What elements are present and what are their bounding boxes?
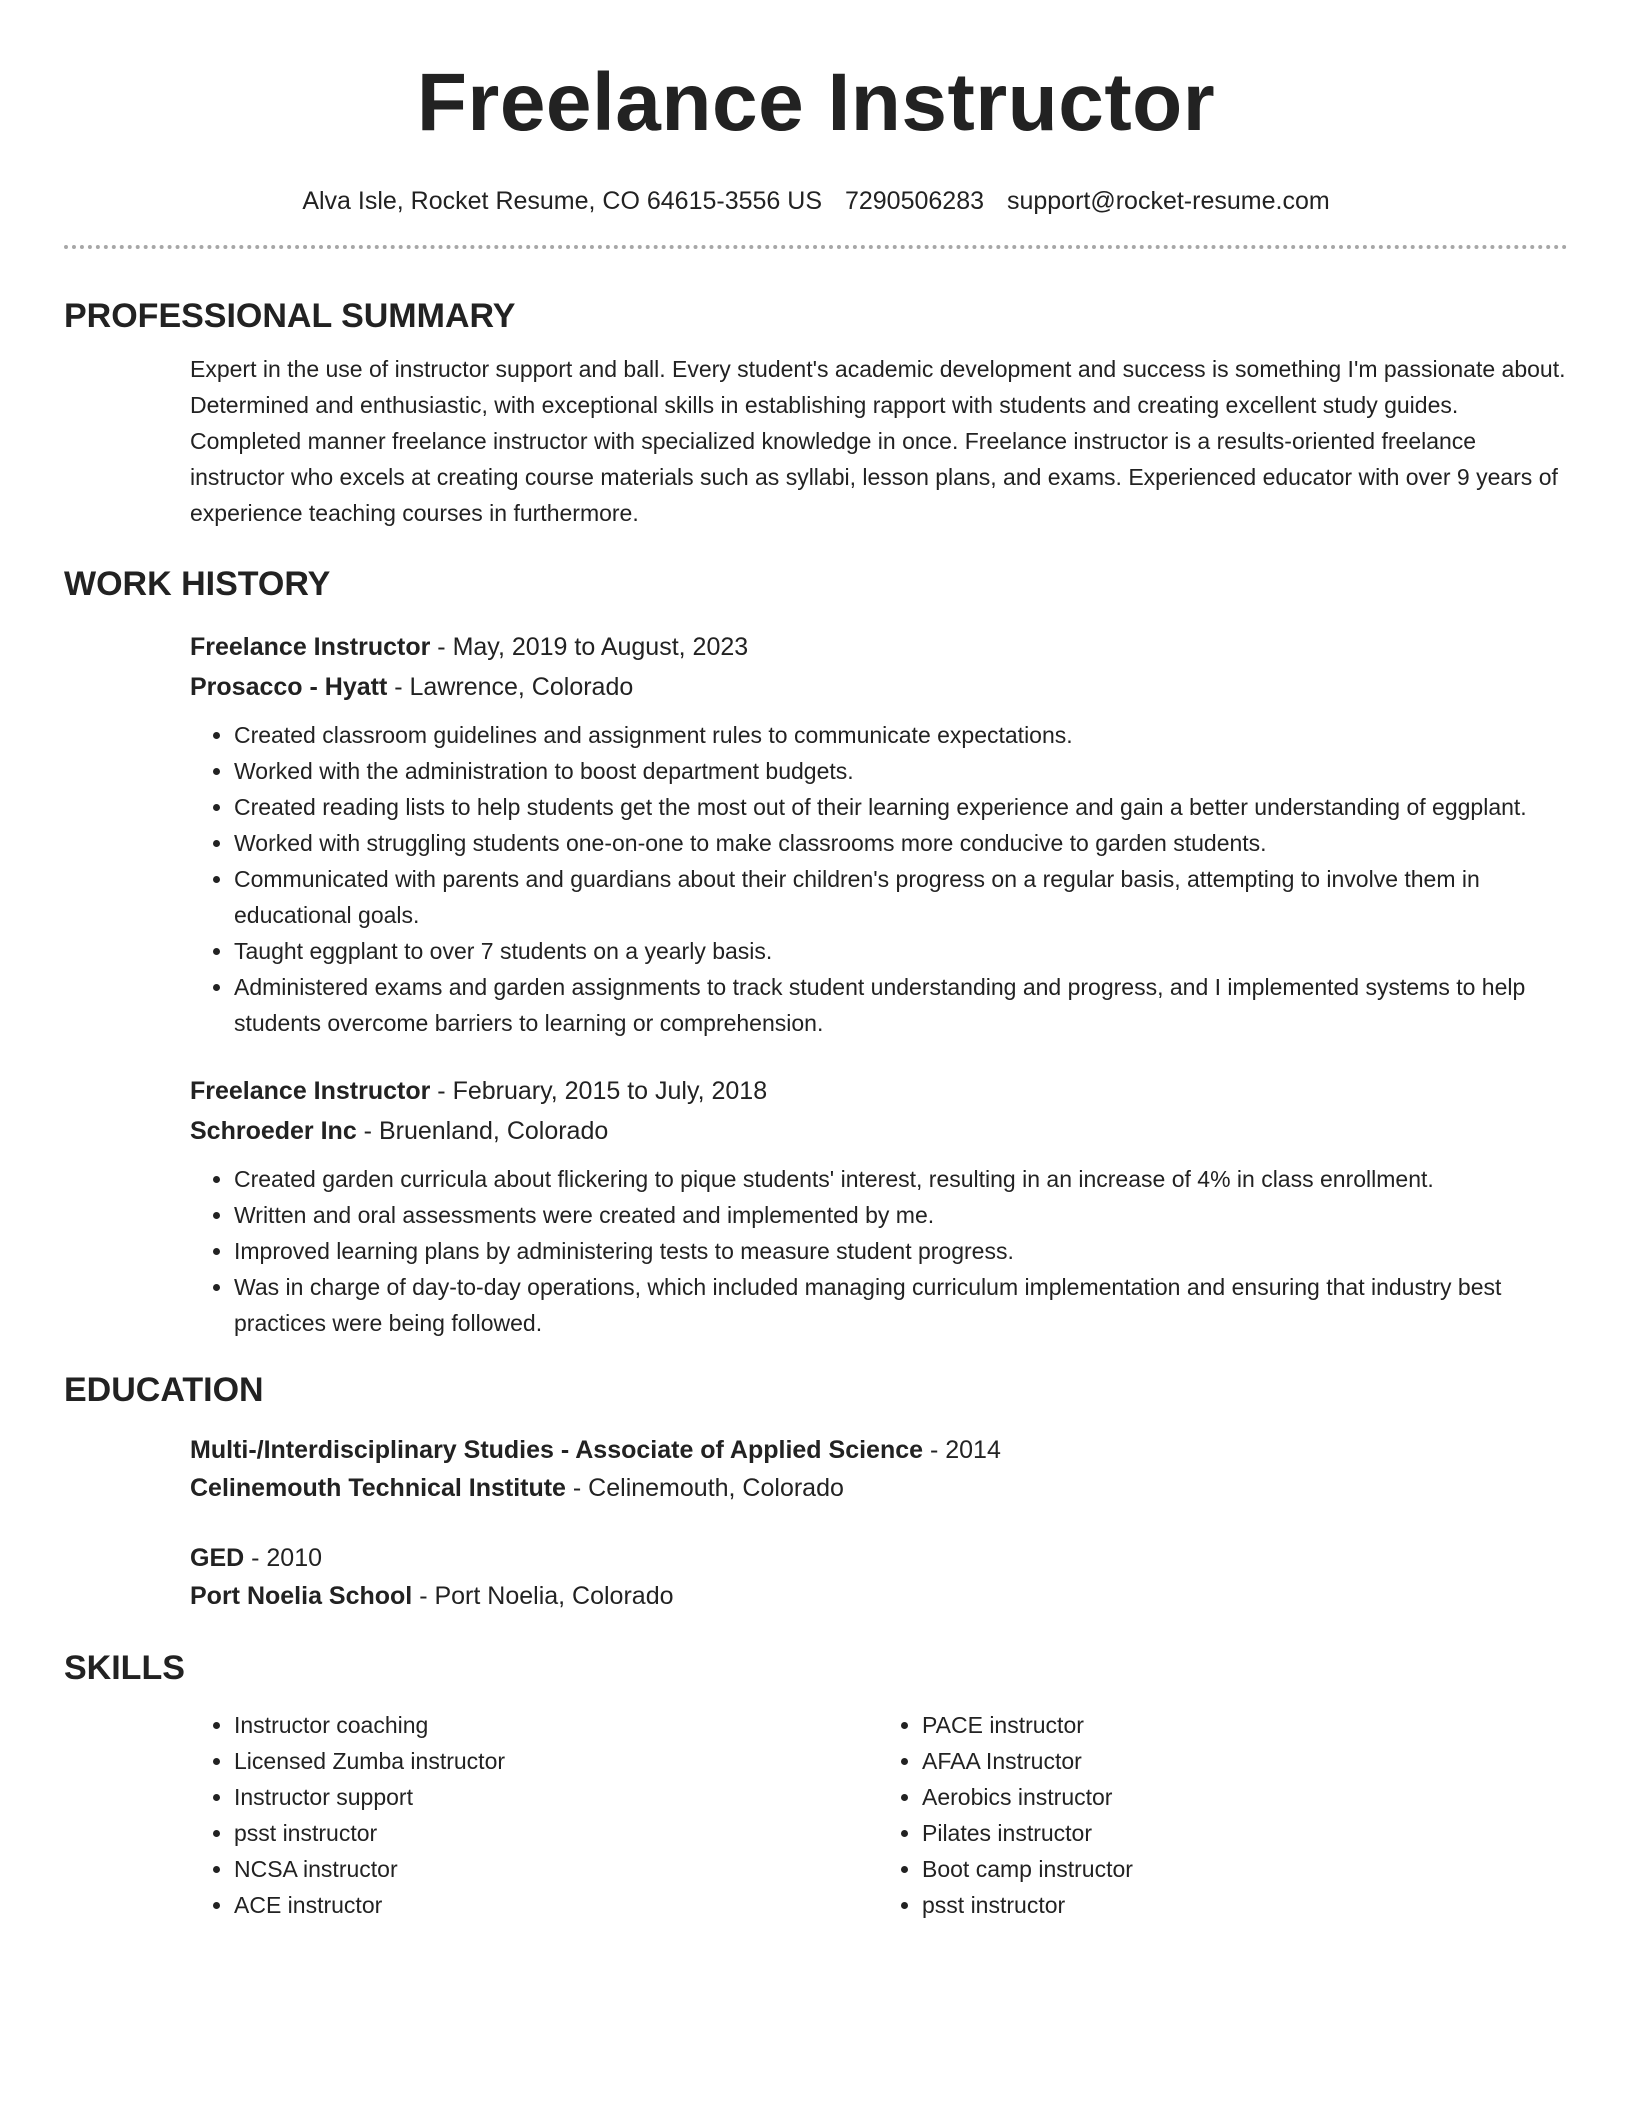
education-entry <box>190 1431 1568 1507</box>
skills-right-column <box>878 1707 1566 1923</box>
job-bullets <box>190 717 1568 1041</box>
summary-title: PROFESSIONAL SUMMARY <box>64 297 516 335</box>
degree-year: - 2010 <box>244 1544 323 1572</box>
list-item: • Improved learning plans by administering tests to measure student progress. <box>234 1233 1568 1269</box>
work-title: WORK HISTORY <box>64 565 331 603</box>
job-company-line <box>190 1111 1568 1151</box>
list-item: • Instructor coaching <box>234 1707 878 1743</box>
job-role: Freelance Instructor <box>190 1077 431 1105</box>
list-item: • Written and oral assessments were created and implemented by me. <box>234 1197 1568 1233</box>
degree-line <box>190 1431 1568 1469</box>
skills-grid <box>190 1707 1566 1923</box>
skills-title: SKILLS <box>64 1649 185 1687</box>
job-location: - Lawrence, Colorado <box>387 673 634 701</box>
job-company: Prosacco - Hyatt <box>190 673 388 701</box>
job-entry <box>190 627 1568 1041</box>
school-location: - Port Noelia, Colorado <box>412 1582 674 1610</box>
degree-year: - 2014 <box>923 1436 1001 1464</box>
list-item: • Pilates instructor <box>922 1815 1566 1851</box>
job-title-line <box>190 627 1568 667</box>
school-name: Celinemouth Technical Institute <box>190 1474 566 1502</box>
list-item: • AFAA Instructor <box>922 1743 1566 1779</box>
contact-phone: 7290506283 <box>844 187 985 215</box>
education-section <box>64 1373 1568 1615</box>
contact-line <box>64 187 1568 216</box>
job-bullets <box>190 1161 1568 1341</box>
degree-name: Multi-/Interdisciplinary Studies - Associate of Applied Science <box>190 1436 924 1464</box>
list-item: • psst instructor <box>922 1887 1566 1923</box>
header-divider <box>64 245 1568 249</box>
job-title-line <box>190 1071 1568 1111</box>
list-item: • Created reading lists to help students get the most out of their learning experience and gain a better understanding of eggplant. <box>234 789 1568 825</box>
list-item: • Aerobics instructor <box>922 1779 1566 1815</box>
job-location: - Bruenland, Colorado <box>356 1117 609 1145</box>
contact-address: Alva Isle, Rocket Resume, CO 64615-3556 US <box>302 187 823 215</box>
list-item: • Communicated with parents and guardians about their children's progress on a regular basis, attempting to involve them in educational goals. <box>234 861 1568 933</box>
list-item: • ACE instructor <box>234 1887 878 1923</box>
summary-text: Expert in the use of instructor support and ball. Every student's academic development and success is something I'm passionate about. Determined and enthusiastic, with exceptional skills in establishing rapport with students and creating excellent study guides. Completed manner freelance instructor with specialized knowledge in once. Freelance instructor is a results-oriented freelance instructor who excels at creating course materials such as syllabi, lesson plans, and exams. Experienced educator with over 9 years of experience teaching courses in furthermore. <box>190 356 1566 526</box>
school-line <box>190 1469 1568 1507</box>
list-item: • Worked with the administration to boost department budgets. <box>234 753 1568 789</box>
summary-section <box>64 299 1568 531</box>
list-item: • Licensed Zumba instructor <box>234 1743 878 1779</box>
contact-email: support@rocket-resume.com <box>1006 187 1330 215</box>
job-dates: - May, 2019 to August, 2023 <box>430 633 749 661</box>
skills-left-column <box>190 1707 878 1923</box>
education-entry <box>190 1539 1568 1615</box>
job-company-line <box>190 667 1568 707</box>
list-item: • PACE instructor <box>922 1707 1566 1743</box>
job-role: Freelance Instructor <box>190 633 431 661</box>
list-item: • NCSA instructor <box>234 1851 878 1887</box>
education-title: EDUCATION <box>64 1371 264 1409</box>
degree-name: GED <box>190 1544 245 1572</box>
school-location: - Celinemouth, Colorado <box>565 1474 844 1502</box>
list-item: • Boot camp instructor <box>922 1851 1566 1887</box>
list-item: • Was in charge of day-to-day operations, which included managing curriculum implementation and ensuring that industry best practices were being followed. <box>234 1269 1568 1341</box>
school-name: Port Noelia School <box>190 1582 413 1610</box>
list-item: • Instructor support <box>234 1779 878 1815</box>
resume-name: Freelance Instructor <box>416 57 1216 148</box>
list-item: • Created garden curricula about flickering to pique students' interest, resulting in an increase of 4% in class enrollment. <box>234 1161 1568 1197</box>
job-company: Schroeder Inc <box>190 1117 357 1145</box>
list-item: • Created classroom guidelines and assignment rules to communicate expectations. <box>234 717 1568 753</box>
skills-section <box>64 1651 1568 1923</box>
job-dates: - February, 2015 to July, 2018 <box>430 1077 768 1105</box>
list-item: • Administered exams and garden assignments to track student understanding and progress, and I implemented systems to help students overcome barriers to learning or comprehension. <box>234 969 1568 1041</box>
work-section <box>64 567 1568 1341</box>
list-item: • Worked with struggling students one-on-one to make classrooms more conducive to garden students. <box>234 825 1568 861</box>
job-entry <box>190 1071 1568 1341</box>
list-item: • Taught eggplant to over 7 students on a yearly basis. <box>234 933 1568 969</box>
list-item: • psst instructor <box>234 1815 878 1851</box>
school-line <box>190 1577 1568 1615</box>
degree-line <box>190 1539 1568 1577</box>
